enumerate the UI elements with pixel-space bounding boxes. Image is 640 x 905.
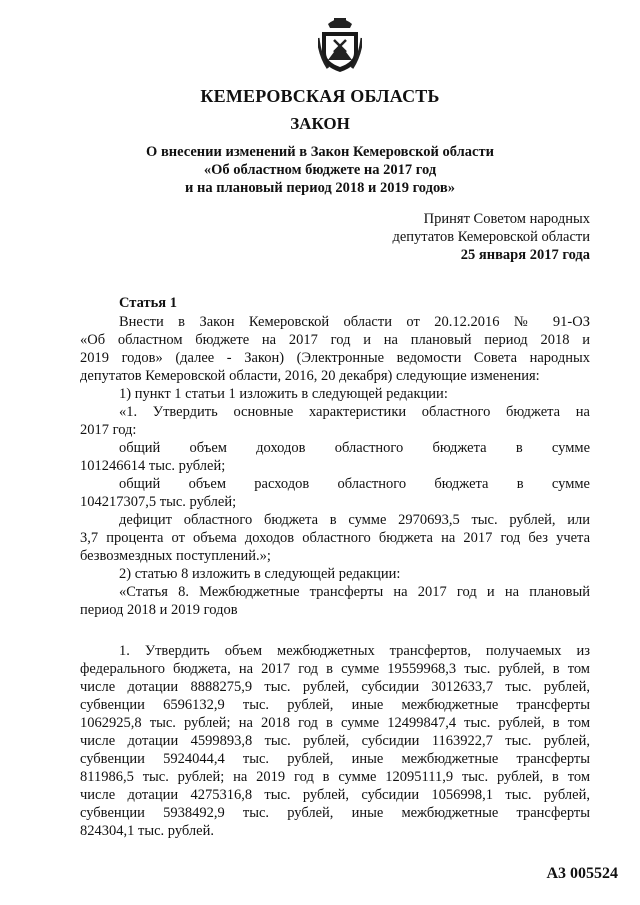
region-title: КЕМЕРОВСКАЯ ОБЛАСТЬ — [200, 86, 440, 106]
body-line: депутатов Кемеровской области, 2016, 20 декабря) следующие изменения: — [80, 368, 540, 384]
article-title: Статья 1 — [119, 295, 177, 311]
body-line: дефицит областного бюджета в сумме 2970693,5 тыс. рублей, или — [119, 512, 590, 528]
body-line: федерального бюджета, на 2017 год в сумме 19559968,3 тыс. рублей, в том — [80, 661, 590, 677]
body-line: 2017 год: — [80, 422, 137, 438]
body-line: субвенции 5938492,9 тыс. рублей, иные межбюджетные трансферты — [80, 805, 590, 821]
adoption-line: Принят Советом народных — [423, 211, 590, 227]
body-line: числе дотации 4599893,8 тыс. рублей, субсидии 1163922,7 тыс. рублей, — [80, 733, 590, 749]
body-line: 2) статью 8 изложить в следующей редакции: — [119, 566, 401, 582]
body-line: 104217307,5 тыс. рублей; — [80, 494, 237, 510]
body-line: общий объем расходов областного бюджета в сумме — [119, 476, 590, 492]
body-line: 824304,1 тыс. рублей. — [80, 823, 214, 839]
body-line: 1062925,8 тыс. рублей; на 2018 год в сумме 12499847,4 тыс. рублей, в том — [80, 715, 590, 731]
body-line: 1. Утвердить объем межбюджетных трансфертов, получаемых из — [119, 643, 590, 659]
subject-line: О внесении изменений в Закон Кемеровской области — [146, 144, 494, 160]
body-line: Внести в Закон Кемеровской области от 20.12.2016 № 91-ОЗ — [119, 314, 590, 330]
body-line: числе дотации 8888275,9 тыс. рублей, субсидии 3012633,7 тыс. рублей, — [80, 679, 590, 695]
body-line: 1) пункт 1 статьи 1 изложить в следующей редакции: — [119, 386, 448, 402]
body-line: числе дотации 4275316,8 тыс. рублей, субсидии 1056998,1 тыс. рублей, — [80, 787, 590, 803]
body-line: субвенции 6596132,9 тыс. рублей, иные межбюджетные трансферты — [80, 697, 590, 713]
subject-line: «Об областном бюджете на 2017 год — [203, 162, 437, 178]
body-line: 101246614 тыс. рублей; — [80, 458, 226, 474]
body-line: безвозмездных поступлений.»; — [80, 548, 271, 564]
body-line: общий объем доходов областного бюджета в сумме — [119, 440, 590, 456]
body-line: период 2018 и 2019 годов — [80, 602, 238, 618]
body-line: 3,7 процента от объема доходов областного бюджета на 2017 год без учета — [80, 530, 590, 546]
body-line: 2019 годов» (далее - Закон) (Электронные ведомости Совета народных — [80, 350, 590, 366]
document-type: ЗАКОН — [290, 114, 350, 133]
coat-of-arms-emblem — [318, 14, 362, 76]
body-line: «Статья 8. Межбюджетные трансферты на 2017 год и на плановый — [119, 584, 590, 600]
form-number: А3 005524 — [546, 865, 618, 882]
body-line: субвенции 5924044,4 тыс. рублей, иные межбюджетные трансферты — [80, 751, 590, 767]
subject-line: и на плановый период 2018 и 2019 годов» — [185, 180, 455, 196]
adoption-date: 25 января 2017 года — [460, 247, 590, 263]
body-line: «Об областном бюджете на 2017 год и на плановый период 2018 и — [80, 332, 590, 348]
adoption-line: депутатов Кемеровской области — [392, 229, 590, 245]
body-line: 811986,5 тыс. рублей; на 2019 год в сумме 12095111,9 тыс. рублей, в том — [80, 769, 590, 785]
law-subject — [0, 143, 640, 197]
body-line: «1. Утвердить основные характеристики областного бюджета на — [119, 404, 590, 420]
adoption-note — [392, 210, 590, 264]
